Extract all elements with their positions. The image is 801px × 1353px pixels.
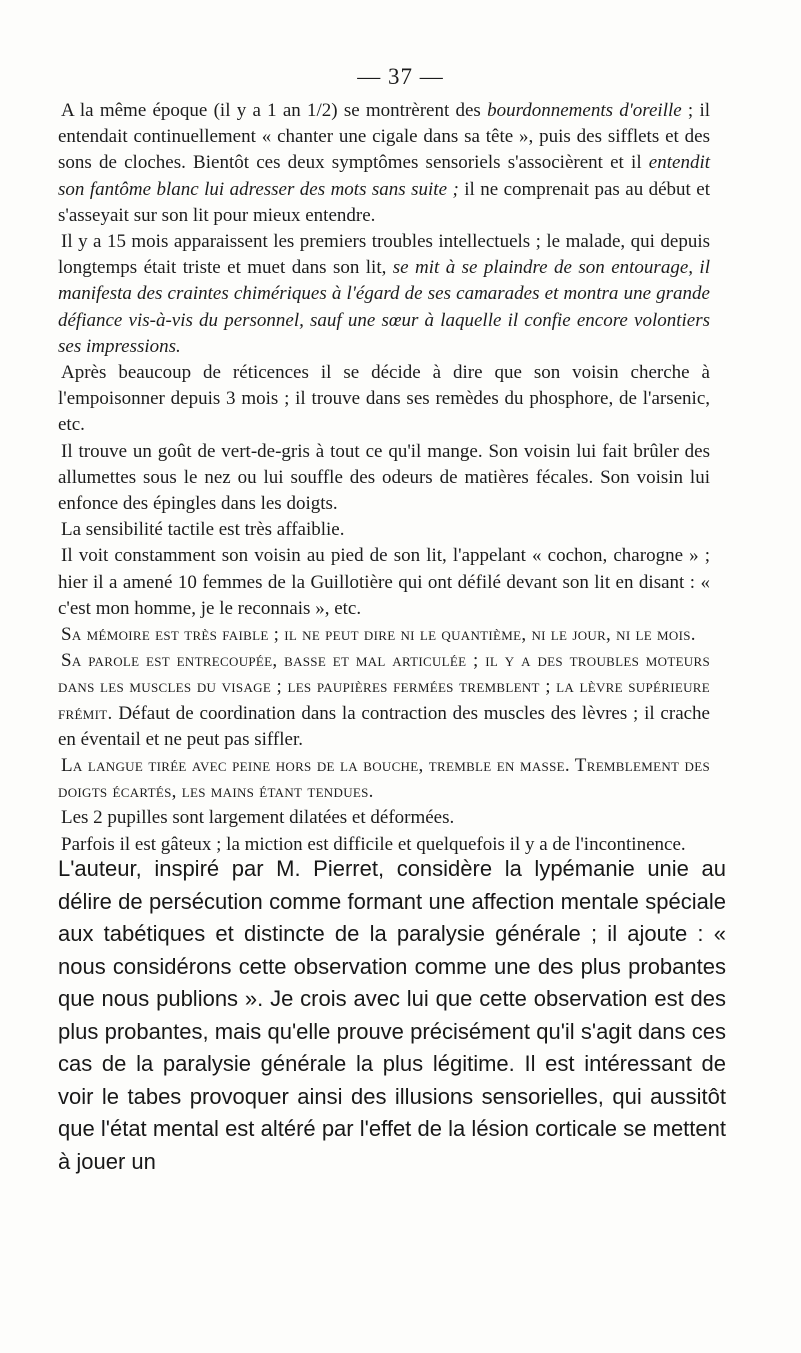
observation-text xyxy=(58,98,710,858)
paragraph-memory xyxy=(58,622,710,648)
text-run-italic: entendit son fantôme blanc lui adresser des mots sans suite ; xyxy=(58,152,710,200)
text-run: A la même époque (il y a 1 an 1/2) se montrèrent des xyxy=(61,100,488,121)
text-run-small-caps: Sa parole est entrecoupée, basse et mal articulée ; il y a des troubles moteurs dans les muscles du visage ; les paupières fermées tremblent ; la lèvre supérieure frémit. xyxy=(58,650,710,724)
paragraph-tactile xyxy=(58,517,710,543)
text-run: Il voit constamment son voisin au pied de son lit, l'appelant « cochon, charogne » ; hier il a amené 10 femmes de la Guillotière qui ont défilé devant son lit en disant : « c'est mon homme, je le reconnais », etc. xyxy=(58,545,710,619)
paragraph-taste-smell xyxy=(58,439,710,518)
author-commentary xyxy=(58,853,726,1178)
text-run-small-caps: Sa mémoire est très faible ; il ne peut dire ni le quantième, ni le jour, ni le mois. xyxy=(61,624,696,646)
text-run: Après beaucoup de réticences il se décide à dire que son voisin cherche à l'empoisonner depuis 3 mois ; il trouve dans ses remèdes du phosphore, de l'arsenic, etc. xyxy=(58,362,710,436)
text-run: Il y a 15 mois apparaissent les premiers troubles intellectuels ; le malade, qui depuis longtemps était triste et muet dans son lit, xyxy=(58,231,710,279)
text-run: ; il entendait continuellement « chanter une cigale dans sa tête », puis des sifflets et des sons de cloches. Bientôt ces deux symptômes sensoriels s'associèrent et il xyxy=(58,100,711,174)
paragraph-auditory-symptoms xyxy=(58,98,710,229)
paragraph-poisoning xyxy=(58,360,710,439)
text-run-italic: bourdonnements d'oreille xyxy=(487,100,682,121)
text-run: Les 2 pupilles sont largement dilatées et déformées. xyxy=(61,807,455,829)
text-run: La sensibilité tactile est très affaiblie. xyxy=(61,519,345,541)
paragraph-pupils xyxy=(58,805,710,831)
text-run: il ne comprenait pas au début et s'asseyait sur son lit pour mieux entendre. xyxy=(58,178,710,226)
text-run: Défaut de coordination dans la contraction des muscles des lèvres ; il crache en éventail et ne peut pas siffler. xyxy=(58,702,710,750)
text-run-small-caps: La langue tirée avec peine hors de la bouche, tremble en masse. Tremblement des doigts écartés, les mains étant tendues. xyxy=(58,755,710,803)
paragraph-tongue xyxy=(58,753,710,805)
text-run: Il trouve un goût de vert-de-gris à tout ce qu'il mange. Son voisin lui fait brûler des allumettes sous le nez ou lui souffle des odeurs de matières fécales. Son voisin lui enfonce des épingles dans les doigts. xyxy=(58,440,710,515)
paragraph-visions xyxy=(58,543,710,622)
commentary-paragraph: L'auteur, inspiré par M. Pierret, considère la lypémanie unie au délire de persécution comme formant une affection mentale spéciale aux tabétiques et distincte de la paralysie générale ; il ajoute : « nous considérons cette observation comme une des plus probantes que nous publions ». Je crois avec lui que cette observation est des plus probantes, mais qu'elle prouve précisément qu'il s'agit dans ces cas de la paralysie générale la plus légitime. Il est intéressant de voir le tabes provoquer ainsi des illusions sensorielles, qui aussitôt que l'état mental est altéré par l'effet de la lésion corticale se mettent à jouer un xyxy=(58,856,726,1174)
paragraph-intellectual-troubles xyxy=(58,229,710,360)
paragraph-speech xyxy=(58,648,710,753)
text-run: Parfois il est gâteux ; la miction est difficile et quelquefois il y a de l'incontinence. xyxy=(61,833,686,855)
text-run-italic: se mit à se plaindre de son entourage, il manifesta des craintes chimériques à l'égard de ses camarades et montra une grande défiance vis-à-vis du personnel, sauf une sœur à laquelle il confie encore volontiers ses impressions. xyxy=(58,257,710,357)
page-number: — 37 — xyxy=(357,64,444,89)
